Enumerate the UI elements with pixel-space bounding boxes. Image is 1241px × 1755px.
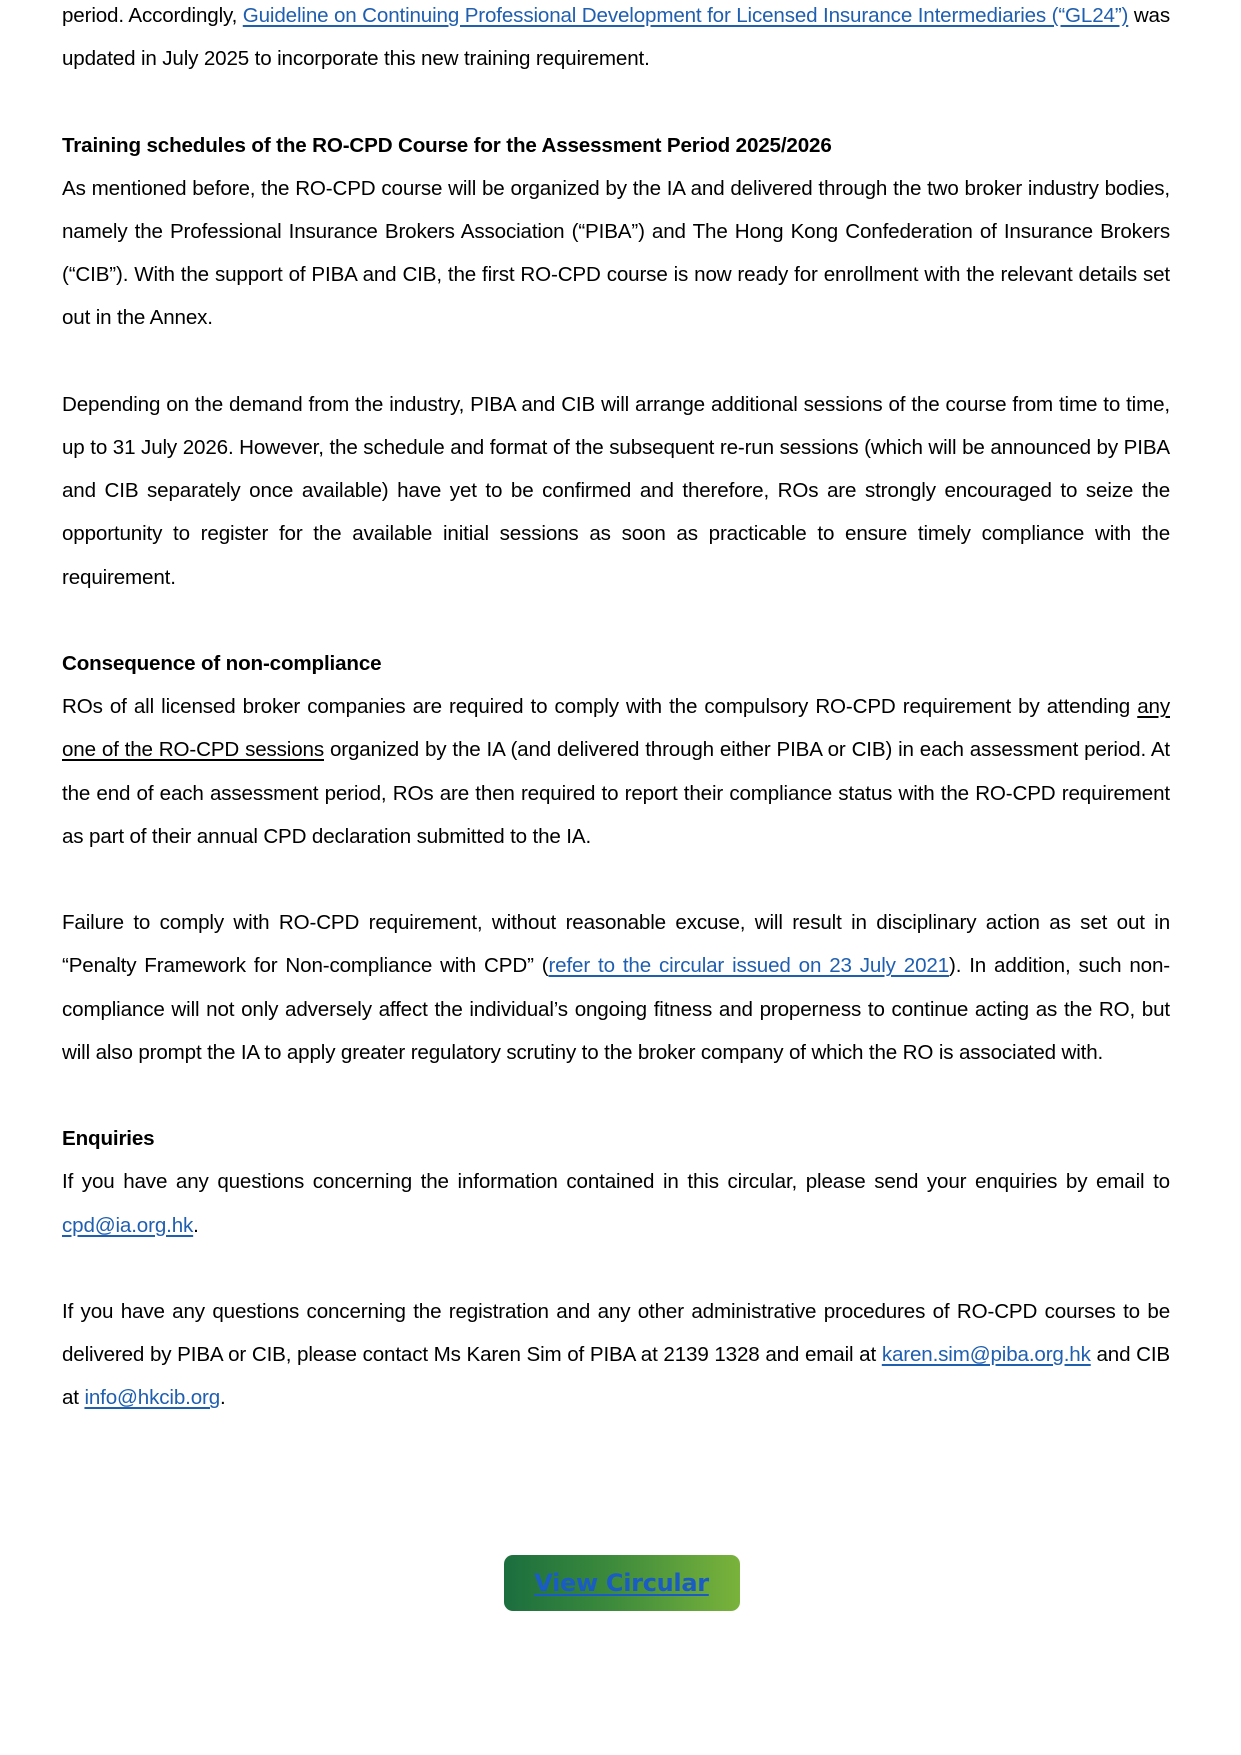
spacer <box>62 599 1170 642</box>
consequence-paragraph-1 <box>62 685 1170 858</box>
circular-2021-link[interactable]: refer to the circular issued on 23 July 2021 <box>548 954 949 978</box>
enquiries-text: If you have any questions concerning the information contained in this circular, please send your enquiries by email to <box>62 1170 1170 1194</box>
spacer <box>62 80 1170 123</box>
intro-text-after: was updated in July 2025 to incorporate this new training requirement. <box>62 4 1171 71</box>
enquiries-period-2: . <box>220 1386 226 1410</box>
cib-email-link[interactable]: info@hkcib.org <box>84 1386 221 1410</box>
spacer <box>62 1247 1170 1290</box>
consequence-paragraph-2 <box>62 901 1170 1074</box>
gl24-guideline-link[interactable]: Guideline on Continuing Professional Development for Licensed Insurance Intermediaries (“GL24”) <box>242 4 1129 27</box>
enquiries-text-middle: and CIB at <box>62 1343 1171 1410</box>
circular-body <box>62 0 1170 1420</box>
enquiries-paragraph-1 <box>62 1160 1170 1246</box>
consequence-text-after: organized by the IA (and delivered through either PIBA or CIB) in each assessment period. At the end of each assessment period, ROs are then required to report their compliance status with the RO-CPD requirement as part of their annual CPD declaration submitted to the IA. <box>62 738 1170 848</box>
enquiries-text-2: If you have any questions concerning the registration and any other administrative procedures of RO-CPD courses to be delivered by PIBA or CIB, please contact Ms Karen Sim of PIBA at 2139 1328 and email at <box>62 1300 1170 1367</box>
piba-email-link[interactable]: karen.sim@piba.org.hk <box>881 1343 1091 1367</box>
consequence-text: ROs of all licensed broker companies are required to comply with the compulsory RO-CPD requirement by attending <box>62 695 1138 719</box>
intro-text: period. Accordingly, <box>62 4 243 27</box>
view-circular-button[interactable] <box>504 1555 740 1611</box>
any-session-emphasis: any one of the RO-CPD sessions <box>62 695 1170 762</box>
enquiries-paragraph-2 <box>62 1290 1170 1420</box>
consequence-heading: Consequence of non-compliance <box>62 652 382 675</box>
spacer <box>62 1074 1170 1117</box>
training-paragraph-1: As mentioned before, the RO-CPD course will be organized by the IA and delivered through the two broker industry bodies, namely the Professional Insurance Brokers Association (“PIBA”) and The Hong Kong Confederation of Insurance Brokers (“CIB”). With the support of PIBA and CIB, the first RO-CPD course is now ready for enrollment with the relevant details set out in the Annex. <box>62 176 1170 330</box>
training-schedule-heading: Training schedules of the RO-CPD Course for the Assessment Period 2025/2026 <box>62 133 832 157</box>
enquiries-heading: Enquiries <box>62 1127 155 1151</box>
penalty-text-after: ). In addition, such non-compliance will not only adversely affect the individual’s ongoing fitness and properness to continue acting as the RO, but will also prompt the IA to apply greater regulatory scrutiny to the broker company of which the RO is associated with. <box>62 954 1170 1064</box>
intro-paragraph <box>62 0 1170 80</box>
spacer <box>62 340 1170 383</box>
cpd-email-link[interactable]: cpd@ia.org.hk <box>62 1213 194 1237</box>
enquiries-period: . <box>193 1213 199 1237</box>
spacer <box>62 858 1170 901</box>
cta-container <box>0 1555 1241 1611</box>
view-circular-link[interactable]: View Circular <box>534 1569 709 1597</box>
penalty-text: Failure to comply with RO-CPD requirement, without reasonable excuse, will result in disciplinary action as set out in “Penalty Framework for Non-compliance with CPD” ( <box>62 911 1170 978</box>
training-paragraph-2: Depending on the demand from the industry, PIBA and CIB will arrange additional sessions of the course from time to time, up to 31 July 2026. However, the schedule and format of the subsequent re-run sessions (which will be announced by PIBA and CIB separately once available) have yet to be confirmed and therefore, ROs are strongly encouraged to seize the opportunity to register for the available initial sessions as soon as practicable to ensure timely compliance with the requirement. <box>62 392 1170 589</box>
